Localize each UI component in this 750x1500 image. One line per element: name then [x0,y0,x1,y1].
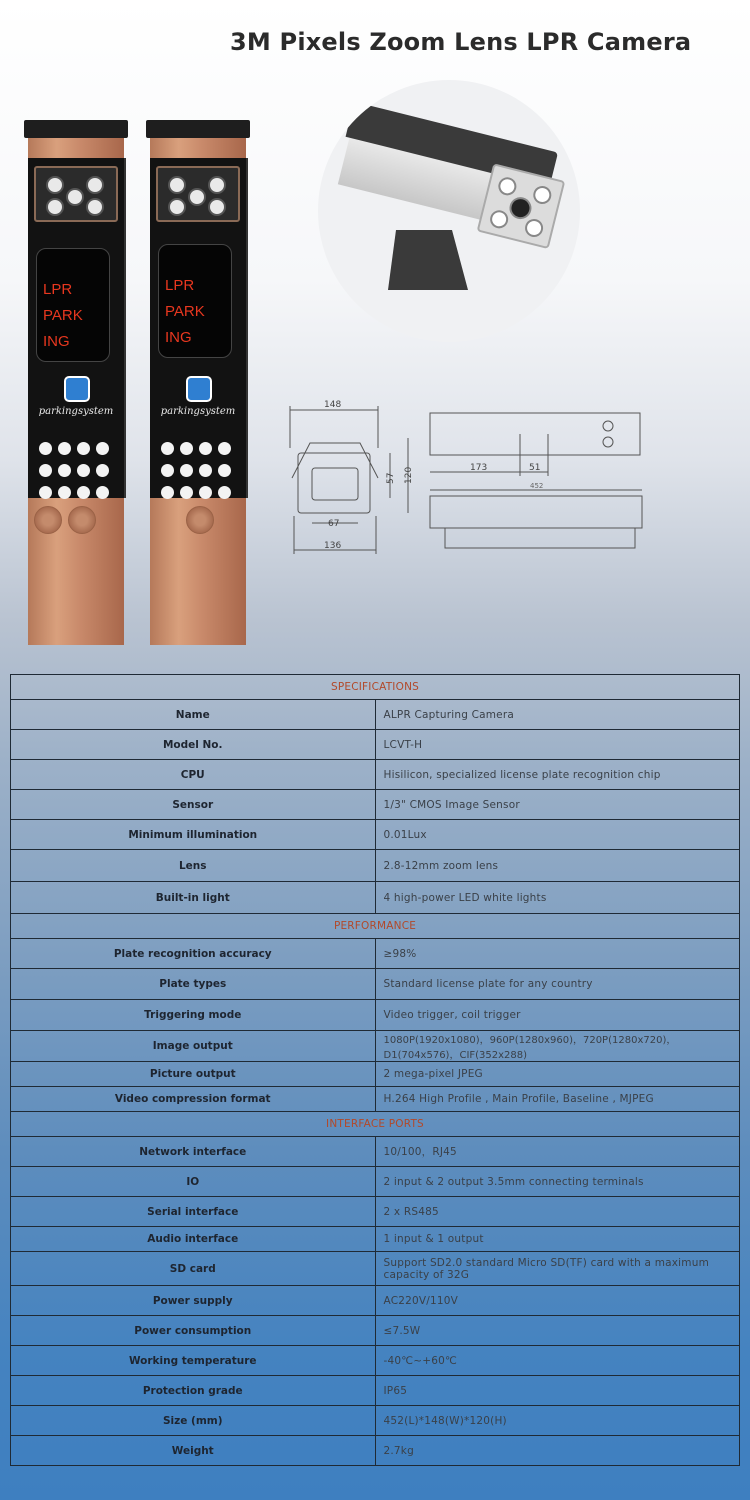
camera-bracket [388,230,468,290]
spec-label: Audio interface [11,1227,376,1252]
spec-value: ≥98% [375,939,740,969]
led-array [158,440,238,490]
section-header-row [11,675,740,700]
section-header-row [11,1112,740,1137]
table-row [11,1252,740,1286]
pillar-screen [158,244,232,358]
spec-value: 1 input & 1 output [375,1227,740,1252]
table-row [11,1087,740,1112]
spec-table [10,674,740,1466]
table-row [11,790,740,820]
table-row [11,1316,740,1346]
spec-label: Image output [11,1031,376,1062]
camera-photo [318,80,580,342]
camera-housing [332,102,575,244]
lens-icon [208,176,226,194]
table-row [11,882,740,914]
spec-value: 2.7kg [375,1436,740,1466]
dimension-label: 136 [324,541,342,551]
spec-label: Plate recognition accuracy [11,939,376,969]
table-row [11,700,740,730]
spec-label: SD card [11,1252,376,1286]
led-array [36,440,116,490]
pillar-cap [24,120,128,138]
spec-label: Plate types [11,969,376,1000]
car-logo-icon [64,376,90,402]
spec-value: Support SD2.0 standard Micro SD(TF) card with a maximum capacity of 32G [375,1252,740,1286]
spec-value: Hisilicon, specialized license plate recognition chip [375,760,740,790]
spec-value: 4 high-power LED white lights [375,882,740,914]
pillar-cap [146,120,250,138]
pillar-body [28,138,124,645]
screen-line: PARK [43,307,83,324]
logo-text: parkingsystem [38,406,114,417]
table-row [11,969,740,1000]
table-row [11,1346,740,1376]
spec-value: 2 mega-pixel JPEG [375,1062,740,1087]
page-title: 3M Pixels Zoom Lens LPR Camera [230,28,692,56]
table-row [11,760,740,790]
spec-label: Lens [11,850,376,882]
screen-line: LPR [43,281,73,298]
spec-label: Model No. [11,730,376,760]
side-dimension-drawing [425,408,650,568]
spec-value: 1080P(1920x1080)，960P(1280x960)，720P(1280x720)，D1(704x576)，CIF(352x288) [375,1031,740,1062]
pillar-camera [156,166,240,222]
lens-icon [86,176,104,194]
dimension-label: 57 [386,472,396,484]
table-row [11,1000,740,1031]
spec-value: 2 input & 2 output 3.5mm connecting terminals [375,1167,740,1197]
spec-label: Minimum illumination [11,820,376,850]
lens-icon [168,198,186,216]
spec-value: 2.8-12mm zoom lens [375,850,740,882]
spec-value: 10/100，RJ45 [375,1137,740,1167]
spec-label: Video compression format [11,1087,376,1112]
lens-icon [208,198,226,216]
spec-value: 452(L)*148(W)*120(H) [375,1406,740,1436]
spec-value: 2 x RS485 [375,1197,740,1227]
section-title: INTERFACE PORTS [11,1112,740,1137]
spec-label: IO [11,1167,376,1197]
spec-label: Triggering mode [11,1000,376,1031]
table-row [11,850,740,882]
dimension-label: 148 [324,400,342,410]
spec-value: Video trigger, coil trigger [375,1000,740,1031]
table-row [11,730,740,760]
spec-label: Name [11,700,376,730]
pillar-camera [34,166,118,222]
spec-value: 1/3" CMOS Image Sensor [375,790,740,820]
spec-label: CPU [11,760,376,790]
lens-icon [46,176,64,194]
speaker-icon [186,506,214,534]
spec-label: Size (mm) [11,1406,376,1436]
spec-value: AC220V/110V [375,1286,740,1316]
table-row [11,1197,740,1227]
lens-icon [188,188,206,206]
table-row [11,1286,740,1316]
section-header-row [11,914,740,939]
table-row [11,1167,740,1197]
screen-line: PARK [165,303,205,320]
logo-text: parkingsystem [160,406,236,417]
lens-icon [66,188,84,206]
spec-value: LCVT-H [375,730,740,760]
spec-label: Weight [11,1436,376,1466]
table-row [11,939,740,969]
dimension-label: 51 [529,463,541,473]
spec-value: IP65 [375,1376,740,1406]
section-title: PERFORMANCE [11,914,740,939]
screen-line: ING [43,333,70,350]
lens-icon [168,176,186,194]
table-row [11,820,740,850]
table-row [11,1406,740,1436]
spec-label: Network interface [11,1137,376,1167]
table-row [11,1376,740,1406]
lens-icon [86,198,104,216]
section-title: SPECIFICATIONS [11,675,740,700]
speaker-icon [68,506,96,534]
front-dimension-drawing [280,398,430,563]
pillar-panel [28,158,126,498]
parking-pillar-left [28,120,128,645]
spec-value: 0.01Lux [375,820,740,850]
spec-label: Picture output [11,1062,376,1087]
spec-label: Power consumption [11,1316,376,1346]
table-row [11,1436,740,1466]
spec-value: ≤7.5W [375,1316,740,1346]
table-row [11,1031,740,1062]
lens-icon [46,198,64,216]
spec-value: Standard license plate for any country [375,969,740,1000]
car-logo-icon [186,376,212,402]
dimension-label: 173 [470,463,488,473]
spec-label: Power supply [11,1286,376,1316]
dimension-label: 120 [404,466,414,484]
spec-label: Serial interface [11,1197,376,1227]
speaker-icon [34,506,62,534]
table-row [11,1137,740,1167]
screen-line: ING [165,329,192,346]
spec-value: ALPR Capturing Camera [375,700,740,730]
parking-pillar-right [150,120,250,645]
table-row [11,1227,740,1252]
pillar-screen [36,248,110,362]
pillar-body [150,138,246,645]
dimension-label: 452 [530,482,544,490]
spec-label: Working temperature [11,1346,376,1376]
spec-label: Protection grade [11,1376,376,1406]
spec-label: Built-in light [11,882,376,914]
spec-value: H.264 High Profile , Main Profile, Baseline , MJPEG [375,1087,740,1112]
table-row [11,1062,740,1087]
pillar-panel [150,158,248,498]
spec-label: Sensor [11,790,376,820]
screen-line: LPR [165,277,195,294]
dimension-label: 67 [328,519,340,529]
spec-value: -40℃~+60℃ [375,1346,740,1376]
